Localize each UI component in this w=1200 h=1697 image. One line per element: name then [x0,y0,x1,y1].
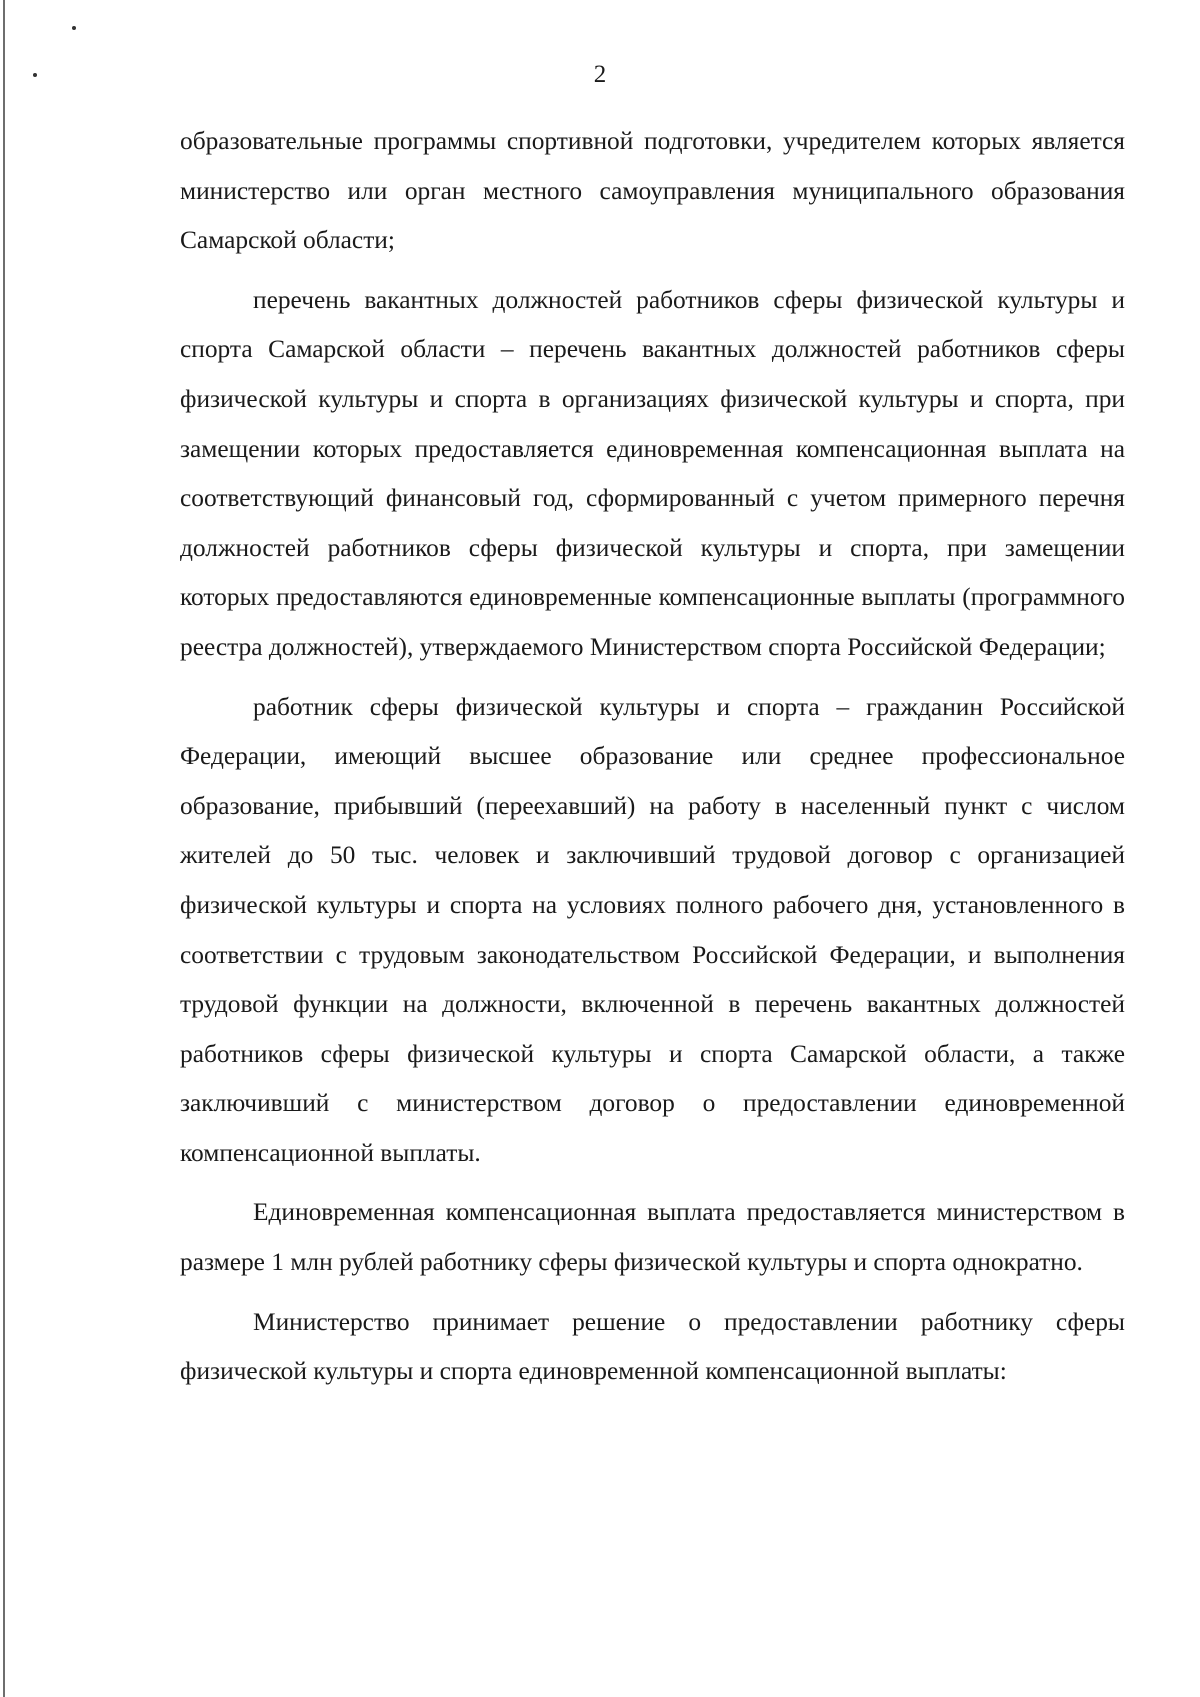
scan-speck [72,26,76,30]
paragraph-vacancy-list-definition: перечень вакантных должностей работников сферы физической культуры и спорта Самарской области – перечень вакантных должностей работников сферы физической культуры и спорта в организациях физической культуры и спорта, при замещении которых предоставляется единовременная компенсационная выплата на соответствующий финансовый год, сформированный с учетом примерного перечня должностей работников сферы физической культуры и спорта, при замещении которых предоставляются единовременные компенсационные выплаты (программного реестра должностей), утверждаемого Министерством спорта Российской Федерации; [180,285,1125,661]
scan-left-edge [3,0,5,1697]
page-number: 2 [593,61,607,88]
paragraph-worker-definition: работник сферы физической культуры и спорта – гражданин Российской Федерации, имеющий высшее образование или среднее профессиональное образование, прибывший (переехавший) на работу в населенный пункт с числом жителей до 50 тыс. человек и заключивший трудовой договор с организацией физической культуры и спорта на условиях полного рабочего дня, установленного в соответствии с трудовым законодательством Российской Федерации, и выполнения трудовой функции на должности, включенной в перечень вакантных должностей работников сферы физической культуры и спорта Самарской области, а также заключивший с министерством договор о предоставлении единовременной компенсационной выплаты. [180,692,1125,1167]
document-body [180,117,1125,1397]
paragraph-continuation: образовательные программы спортивной подготовки, учредителем которых является министерство или орган местного самоуправления муниципального образования Самарской области; [180,127,1125,255]
paragraph-payment-amount: Единовременная компенсационная выплата предоставляется министерством в размере 1 млн рублей работнику сферы физической культуры и спорта однократно. [180,1198,1125,1277]
paragraph-ministry-decision: Министерство принимает решение о предоставлении работнику сферы физической культуры и спорта единовременной компенсационной выплаты: [180,1307,1125,1386]
